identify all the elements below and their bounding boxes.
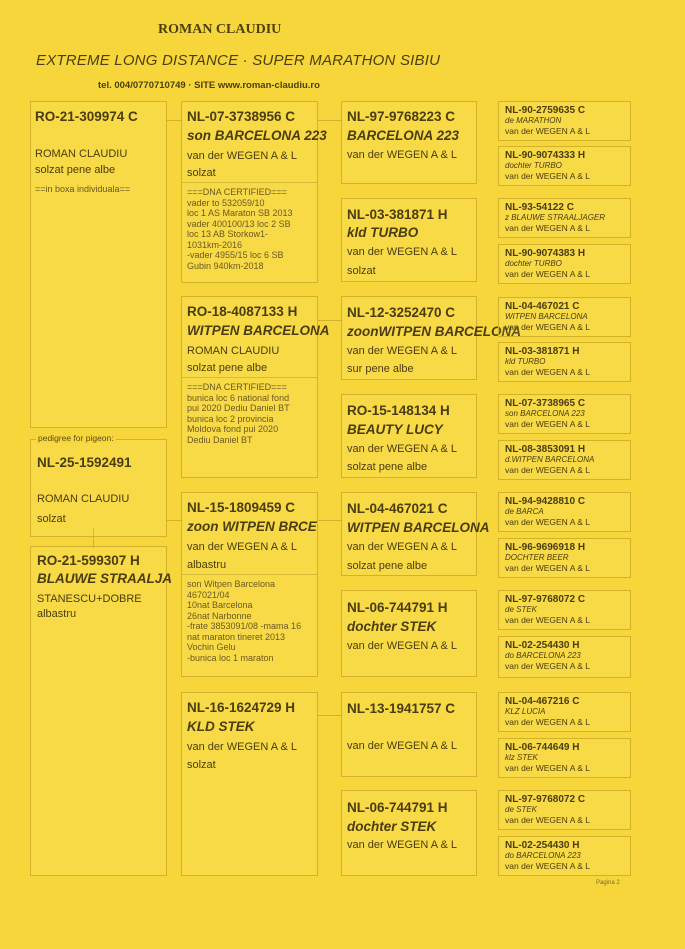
owner: van der WEGEN A & L: [187, 741, 298, 753]
color: sur pene albe: [347, 363, 414, 375]
ring-number: NL-97-9768223 C: [347, 109, 456, 124]
ring-number: NL-07-3738965 C: [505, 398, 586, 409]
owner: van der WEGEN A & L: [505, 269, 591, 279]
connector: [166, 520, 182, 521]
connector: [318, 520, 342, 521]
connector: [166, 120, 182, 121]
grandparent-card[interactable]: [181, 492, 318, 677]
great-grandparent-card[interactable]: [341, 198, 477, 282]
owner: van der WEGEN A & L: [505, 465, 591, 475]
notes: ==in boxa individuala==: [35, 184, 131, 194]
connector: [318, 120, 342, 121]
pigeon-name: zoonWITPEN BARCELONA: [347, 324, 521, 339]
owner: van der WEGEN A & L: [505, 517, 591, 527]
ancestor-card[interactable]: [498, 692, 631, 732]
ancestor-card[interactable]: [498, 492, 631, 532]
pigeon-name: do BARCELONA 223: [505, 651, 581, 660]
ancestor-card[interactable]: [498, 101, 631, 141]
great-grandparent-card[interactable]: [341, 790, 477, 876]
owner: van der WEGEN A & L: [505, 171, 591, 181]
pigeon-name: BLAUWE STRAALJA: [37, 571, 172, 586]
owner: van der WEGEN A & L: [505, 563, 591, 573]
page-number: Pagina 2: [596, 880, 620, 886]
ring-number: NL-02-254430 H: [505, 640, 580, 651]
ring-number: NL-97-9768072 C: [505, 594, 586, 605]
page-subtitle: EXTREME LONG DISTANCE · SUPER MARATHON SIBIU: [36, 52, 441, 69]
notes: ===DNA CERTIFIED=== vader to 532059/10 loc 1 AS Maraton SB 2013 vader 400100/13 loc 2 SB loc 13 AB Storkow1- 1031km-2016 -vader 4955/15 loc 6 SB Gubin 940km-2018: [187, 187, 293, 271]
pigeon-name: z BLAUWE STRAALJAGER: [505, 213, 606, 222]
ring-number: RO-21-599307 H: [37, 553, 140, 568]
pigeon-name: zoon WITPEN BRCE: [187, 519, 317, 534]
ancestor-card[interactable]: [498, 836, 631, 876]
owner: ROMAN CLAUDIU: [37, 493, 130, 505]
ring-number: NL-90-9074333 H: [505, 150, 586, 161]
ring-number: NL-04-467021 C: [505, 301, 580, 312]
breeder-name: ROMAN CLAUDIU: [158, 22, 282, 37]
ancestor-card[interactable]: [498, 146, 631, 186]
pigeon-name: dochter TURBO: [505, 259, 562, 268]
ancestor-card[interactable]: [498, 394, 631, 434]
dam-card[interactable]: [30, 546, 172, 876]
pigeon-name: WITPEN BARCELONA: [187, 323, 330, 338]
color: solzat: [37, 513, 66, 525]
color: solzat pene albe: [347, 560, 428, 572]
owner: ROMAN CLAUDIU: [35, 148, 128, 160]
ring-number: NL-06-744649 H: [505, 742, 580, 753]
owner: van der WEGEN A & L: [347, 541, 458, 553]
owner: ROMAN CLAUDIU: [187, 345, 280, 357]
pigeon-name: WITPEN BARCELONA: [347, 520, 490, 535]
owner: van der WEGEN A & L: [347, 246, 458, 258]
sire-card[interactable]: [30, 101, 167, 428]
pigeon-name: de STEK: [505, 805, 538, 814]
owner: van der WEGEN A & L: [505, 717, 591, 727]
owner: van der WEGEN A & L: [505, 367, 591, 377]
pigeon-name: kld TURBO: [505, 357, 546, 366]
ring-number: NL-25-1592491: [37, 455, 132, 470]
ring-number: NL-96-9696918 H: [505, 542, 586, 553]
great-grandparent-card[interactable]: [341, 296, 521, 380]
connector: [318, 320, 342, 321]
ring-number: NL-06-744791 H: [347, 600, 448, 615]
pigeon-name: KLD STEK: [187, 719, 255, 734]
color: solzat: [187, 167, 216, 179]
ancestor-card[interactable]: [498, 198, 631, 238]
pigeon-name: KLZ LUCIA: [505, 707, 546, 716]
ring-number: NL-02-254430 H: [505, 840, 580, 851]
pigeon-name: d.WITPEN BARCELONA: [505, 455, 595, 464]
ring-number: NL-15-1809459 C: [187, 500, 296, 515]
pigeon-name: son BARCELONA 223: [505, 409, 585, 418]
ring-number: RO-18-4087133 H: [187, 304, 298, 319]
pigeon-name: WITPEN BARCELONA: [505, 312, 588, 321]
ancestor-card[interactable]: [498, 342, 631, 382]
owner: van der WEGEN A & L: [505, 861, 591, 871]
color: solzat pene albe: [187, 362, 268, 374]
ring-number: NL-97-9768072 C: [505, 794, 586, 805]
owner: van der WEGEN A & L: [347, 443, 458, 455]
color: solzat: [347, 265, 376, 277]
color: solzat pene albe: [347, 461, 428, 473]
owner: van der WEGEN A & L: [505, 615, 591, 625]
pigeon-name: de BARCA: [505, 507, 544, 516]
great-grandparent-card[interactable]: [341, 101, 477, 184]
pigeon-name: DOCHTER BEER: [505, 553, 569, 562]
owner: van der WEGEN A & L: [347, 345, 458, 357]
ancestor-card[interactable]: [498, 538, 631, 578]
great-grandparent-card[interactable]: [341, 394, 477, 478]
ancestor-card[interactable]: [498, 636, 631, 678]
ancestor-card[interactable]: [498, 790, 631, 830]
ring-number: NL-90-2759635 C: [505, 105, 586, 116]
ring-number: RO-15-148134 H: [347, 403, 450, 418]
color: albastru: [37, 608, 77, 620]
ring-number: NL-07-3738956 C: [187, 109, 296, 124]
owner: van der WEGEN A & L: [505, 419, 591, 429]
grandparent-card[interactable]: [181, 692, 318, 876]
color: solzat pene albe: [35, 164, 116, 176]
owner: van der WEGEN A & L: [505, 763, 591, 773]
ancestor-card[interactable]: [498, 738, 631, 778]
pigeon-name: dochter TURBO: [505, 161, 562, 170]
pigeon-name: son BARCELONA 223: [187, 128, 327, 143]
pigeon-name: dochter STEK: [347, 819, 437, 834]
ring-number: NL-93-54122 C: [505, 202, 574, 213]
ring-number: NL-04-467021 C: [347, 501, 448, 516]
ancestor-card[interactable]: [498, 297, 631, 337]
pigeon-name: BARCELONA 223: [347, 128, 460, 143]
owner: van der WEGEN A & L: [505, 223, 591, 233]
ring-number: RO-21-309974 C: [35, 109, 138, 124]
grandparent-card[interactable]: [181, 296, 330, 478]
grandparent-card[interactable]: [181, 101, 327, 283]
owner: van der WEGEN A & L: [347, 149, 458, 161]
great-grandparent-card[interactable]: [341, 590, 477, 677]
owner: van der WEGEN A & L: [347, 740, 458, 752]
owner: STANESCU+DOBRE: [37, 593, 142, 605]
ring-number: NL-12-3252470 C: [347, 305, 456, 320]
ring-number: NL-16-1624729 H: [187, 700, 296, 715]
pigeon-name: de STEK: [505, 605, 538, 614]
owner: van der WEGEN A & L: [505, 126, 591, 136]
owner: van der WEGEN A & L: [347, 640, 458, 652]
ring-number: NL-03-381871 H: [347, 207, 448, 222]
ring-number: NL-03-381871 H: [505, 346, 580, 357]
ring-number: NL-08-3853091 H: [505, 444, 586, 455]
ancestor-card[interactable]: [498, 440, 631, 480]
color: solzat: [187, 759, 216, 771]
notes: ===DNA CERTIFIED=== bunica loc 6 national fond pui 2020 Dediu Daniel BT bunica loc 2 provincia Moldova fond pui 2020 Dediu Daniel BT: [187, 382, 290, 445]
owner: van der WEGEN A & L: [187, 541, 298, 553]
connector: [318, 715, 342, 716]
ancestor-card[interactable]: [498, 590, 631, 630]
pigeon-name: klz STEK: [505, 753, 538, 762]
notes: son Witpen Barcelona 467021/04 10nat Barcelona 26nat Narbonne -frate 3853091/08 -mama 16 nat maraton tineret 2013 Vochin Gelu -bunica loc 1 maraton: [187, 579, 302, 663]
ring-number: NL-90-9074383 H: [505, 248, 586, 259]
ancestor-card[interactable]: [498, 244, 631, 284]
owner: van der WEGEN A & L: [505, 661, 591, 671]
ring-number: NL-04-467216 C: [505, 696, 580, 707]
pigeon-name: do BARCELONA 223: [505, 851, 581, 860]
owner: van der WEGEN A & L: [187, 150, 298, 162]
ring-number: NL-06-744791 H: [347, 800, 448, 815]
pedigree-label: pedigree for pigeon:: [38, 433, 114, 443]
color: albastru: [187, 559, 227, 571]
pigeon-name: BEAUTY LUCY: [347, 422, 443, 437]
pigeon-name: de MARATHON: [505, 116, 562, 125]
owner: van der WEGEN A & L: [505, 322, 591, 332]
pigeon-name: dochter STEK: [347, 619, 437, 634]
great-grandparent-card[interactable]: [341, 692, 477, 777]
contact-line: tel. 004/0770710749 · SITE www.roman-claudiu.ro: [98, 80, 320, 91]
owner: van der WEGEN A & L: [505, 815, 591, 825]
owner: van der WEGEN A & L: [347, 839, 458, 851]
ring-number: NL-94-9428810 C: [505, 496, 586, 507]
subject-card[interactable]: [30, 439, 167, 537]
pigeon-name: kld TURBO: [347, 225, 419, 240]
ring-number: NL-13-1941757 C: [347, 701, 456, 716]
great-grandparent-card[interactable]: [341, 492, 490, 576]
